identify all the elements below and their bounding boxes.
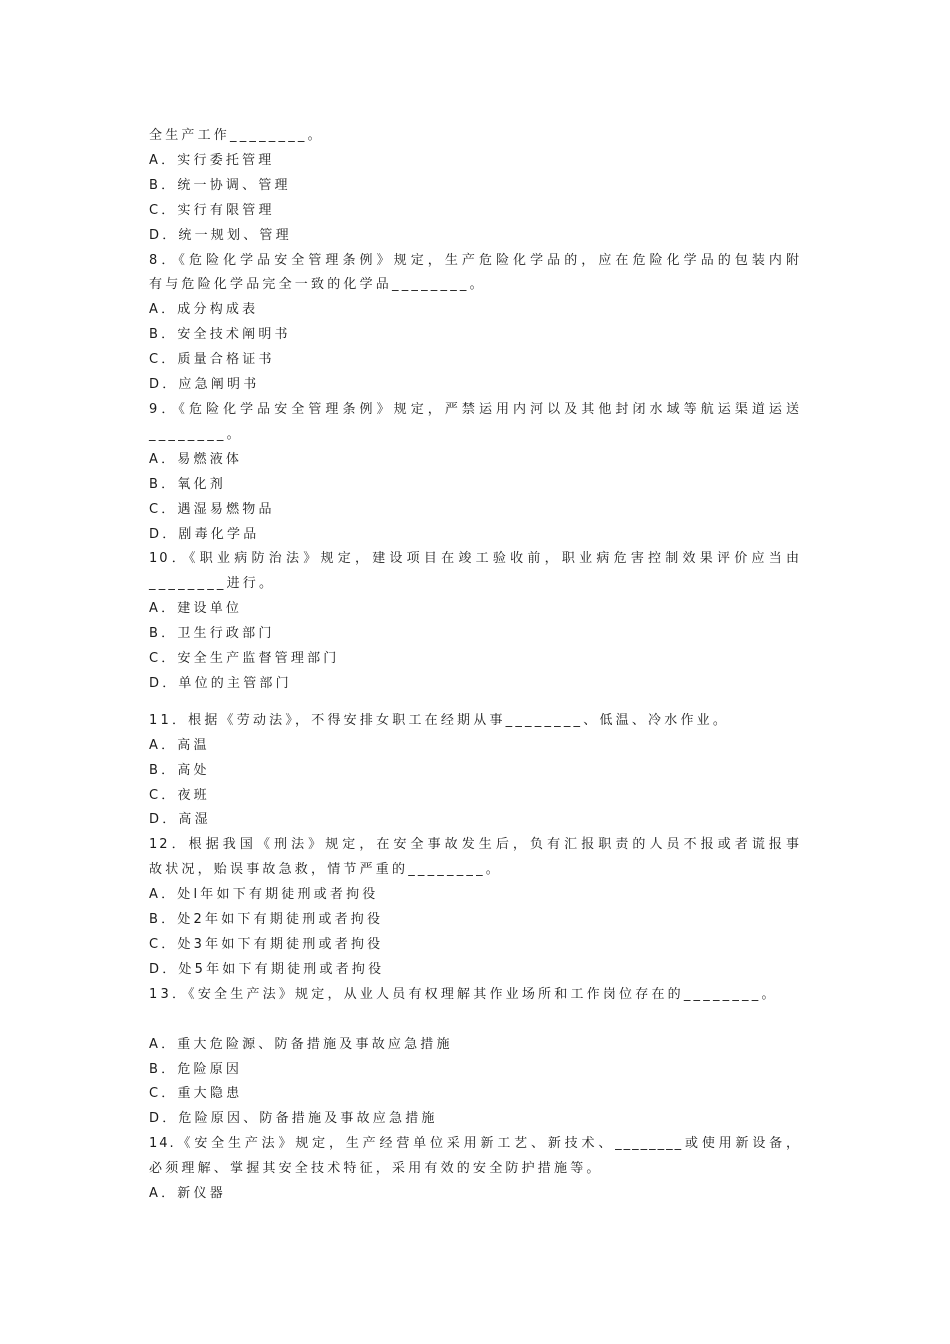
option-a: A．成分构成表: [149, 302, 259, 318]
question-12-cont: 故状况，贻误事故急救，情节严重的________。: [149, 862, 503, 878]
option-d: D．高湿: [149, 812, 211, 828]
option-c: C．质量合格证书: [149, 352, 275, 368]
question-10-cont: ________进行。: [149, 576, 276, 592]
option-b: B．统一协调、管理: [149, 177, 291, 193]
option-b: B．卫生行政部门: [149, 626, 275, 642]
option-b: B．高处: [149, 762, 210, 778]
option-c: C．实行有限管理: [149, 202, 275, 218]
question-content: [149, 124, 801, 1207]
option-d: D．剧毒化学品: [149, 526, 260, 542]
option-b: B．安全技术阐明书: [149, 327, 291, 343]
question-8-cont: 有与危险化学品完全一致的化学品________。: [149, 277, 486, 293]
question-9-cont: ________。: [149, 426, 243, 442]
text-line: 全生产工作________。: [149, 128, 324, 143]
option-c: C．安全生产监督管理部门: [149, 651, 340, 667]
blank-line: [149, 1008, 801, 1033]
option-a: A．处l年如下有期徒刑或者拘役: [149, 887, 379, 903]
option-c: C．重大隐患: [149, 1086, 243, 1102]
option-a: A．重大危险源、防备措施及事故应急措施: [149, 1036, 453, 1052]
option-c: C．遇湿易燃物品: [149, 501, 275, 517]
question-12: 12．根据我国《刑法》规定，在安全事故发生后，负有汇报职责的人员不报或者谎报事: [149, 837, 801, 853]
question-8: 8．《危险化学品安全管理条例》规定，生产危险化学品的，应在危险化学品的包装内附: [149, 252, 801, 268]
option-b: B．处2年如下有期徒刑或者拘役: [149, 912, 384, 928]
option-b: B．危险原因: [149, 1061, 243, 1077]
option-d: D．危险原因、防备措施及事故应急措施: [149, 1111, 438, 1127]
question-13: 13．《安全生产法》规定，从业人员有权理解其作业场所和工作岗位存在的________。: [149, 986, 778, 1002]
question-14-cont: 必须理解、掌握其安全技术特征，采用有效的安全防护措施等。: [149, 1161, 603, 1177]
question-11: 11．根据《劳动法》，不得安排女职工在经期从事________、低温、冷水作业。: [149, 712, 730, 728]
option-a: A．高温: [149, 737, 210, 753]
option-a: A．实行委托管理: [149, 152, 275, 168]
question-10: 10．《职业病防治法》规定，建设项目在竣工验收前，职业病危害控制效果评价应当由: [149, 551, 801, 567]
question-14: 14.《安全生产法》规定，生产经营单位采用新工艺、新技术、________或使用新设备，: [149, 1136, 801, 1152]
option-a: A．新仪器: [149, 1186, 226, 1202]
option-b: B．氧化剂: [149, 476, 226, 492]
option-d: D．处5年如下有期徒刑或者拘役: [149, 961, 385, 977]
question-9: 9．《危险化学品安全管理条例》规定，严禁运用内河以及其他封闭水域等航运渠道运送: [149, 401, 801, 417]
option-c: C．处3年如下有期徒刑或者拘役: [149, 937, 384, 952]
option-d: D．应急阐明书: [149, 377, 260, 393]
option-d: D．统一规划、管理: [149, 227, 292, 243]
option-d: D．单位的主管部门: [149, 675, 292, 691]
option-a: A．易燃液体: [149, 451, 243, 467]
option-a: A．建设单位: [149, 601, 243, 617]
option-c: C．夜班: [149, 787, 210, 803]
